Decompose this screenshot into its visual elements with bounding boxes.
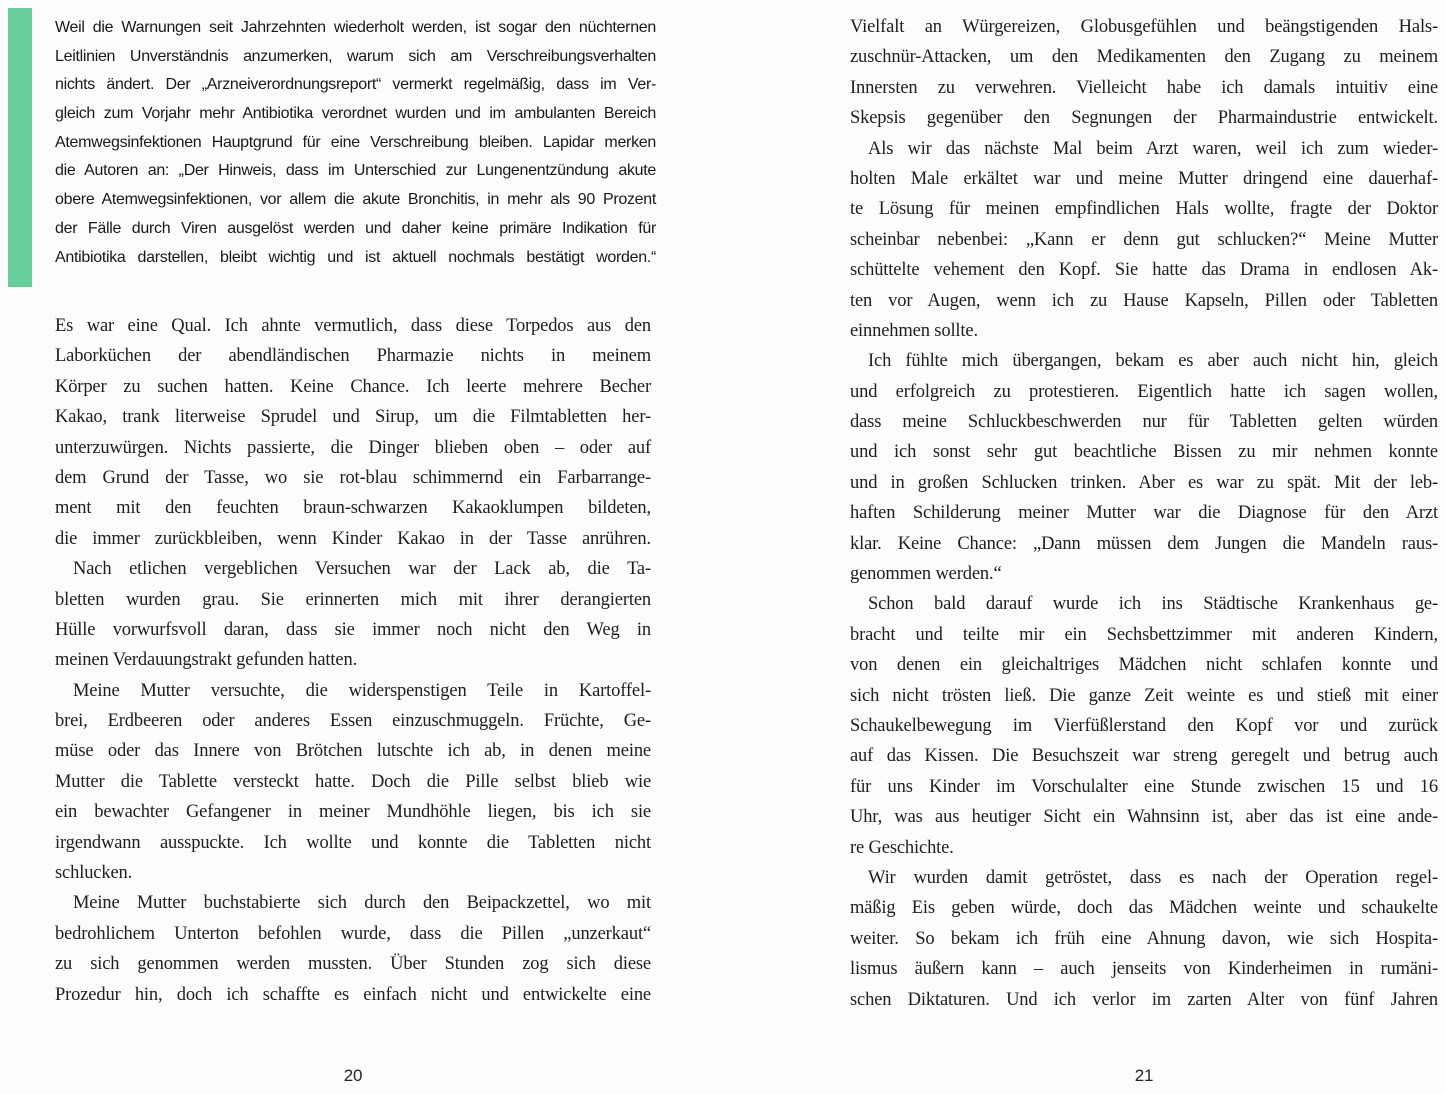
left-page-body-text xyxy=(55,311,651,1010)
text-line: haften Schilderung meiner Mutter war die Diagnose für den Arzt xyxy=(850,503,1438,524)
text-line: bedrohlichem Unterton befohlen wurde, dass die Pillen „unzerkaut“ xyxy=(55,923,651,944)
text-line: ment mit den feuchten braun-schwarzen Kakaoklumpen bildeten, xyxy=(55,498,651,519)
text-line: und ich sonst sehr gut beachtliche Bissen zu mir nehmen konnte xyxy=(850,442,1438,463)
text-line: meinen Verdauungstrakt gefunden hatten. xyxy=(55,650,358,671)
text-line: dass meine Schluckbeschwerden nur für Tabletten gelten würden xyxy=(850,412,1438,433)
text-line: zuschnür-Attacken, um den Medikamenten den Zugang zu meinem xyxy=(850,47,1438,68)
text-line: zu sich genommen werden mussten. Über Stunden zog sich diese xyxy=(55,954,651,975)
text-line: Atemwegsinfektionen Hauptgrund für eine Verschreibung bleiben. Lapidar merken xyxy=(55,133,656,151)
right-page-number: 21 xyxy=(1134,1066,1154,1085)
text-line: und in großen Schlucken trinken. Aber es war zu spät. Mit der leb- xyxy=(850,472,1438,493)
text-line: sich nicht trösten ließ. Die ganze Zeit weinte es und stieß mit einer xyxy=(850,685,1438,706)
text-line: scheinbar nebenbei: „Kann er denn gut schlucken?“ Meine Mutter xyxy=(850,229,1438,250)
text-line: schen Diktaturen. Und ich verlor im zarten Alter von fünf Jahren xyxy=(850,989,1438,1010)
text-line: te Lösung für meinen empfindlichen Hals wollte, fragte der Doktor xyxy=(850,199,1438,220)
text-line: Hülle vorwurfsvoll daran, dass sie immer noch nicht den Weg in xyxy=(55,619,651,640)
text-line: Innersten zu verwehren. Vielleicht habe ich damals intuitiv eine xyxy=(850,77,1438,98)
text-line: Laborküchen der abendländischen Pharmazie nichts in meinem xyxy=(55,346,651,367)
quote-accent-bar xyxy=(8,8,32,287)
text-line: von denen ein gleichaltriges Mädchen nicht schlafen konnte und xyxy=(850,655,1438,676)
text-line: Meine Mutter buchstabierte sich durch den Beipackzettel, wo mit xyxy=(73,893,651,914)
text-line: bracht und teilte mir ein Sechsbettzimmer mit anderen Kindern, xyxy=(850,624,1438,645)
text-line: nichts ändert. Der „Arzneiverordnungsreport“ vermerkt regelmäßig, dass im Ver- xyxy=(55,76,656,94)
text-line: Vielfalt an Würgereizen, Globusgefühlen und beängstigenden Hals- xyxy=(850,17,1438,37)
text-line: re Geschichte. xyxy=(850,837,954,858)
text-line: obere Atemwegsinfektionen, vor allem die akute Bronchitis, in mehr als 90 Prozent xyxy=(55,191,656,209)
text-line: Leitlinien Unverständnis anzumerken, warum sich am Verschreibungsverhalten xyxy=(55,47,656,65)
text-line: Meine Mutter versuchte, die widerspenstigen Teile in Kartoffel- xyxy=(73,680,651,701)
pull-quote-block xyxy=(55,14,656,272)
text-line: Körper zu suchen hatten. Keine Chance. Ich leerte mehrere Becher xyxy=(55,376,651,397)
text-line: lismus äußern kann – auch jenseits von Kinderheimen in rumäni- xyxy=(850,959,1438,980)
text-line: Antibiotika darstellen, bleibt wichtig und ist aktuell nochmals bestätigt worden.“ xyxy=(55,248,656,266)
text-line: bletten wurden grau. Sie erinnerten mich mit ihrer derangierten xyxy=(55,589,651,610)
text-line: Wir wurden damit getröstet, dass es nach der Operation regel- xyxy=(868,867,1438,888)
text-line: dem Grund der Tasse, wo sie rot-blau schimmernd ein Farbarrange- xyxy=(55,467,651,488)
right-page-body-text xyxy=(850,12,1438,1015)
text-line: Es war eine Qual. Ich ahnte vermutlich, dass diese Torpedos aus den xyxy=(55,316,651,336)
text-line: unterzuwürgen. Nichts passierte, die Dinger blieben oben – oder auf xyxy=(55,437,651,458)
text-line: auf das Kissen. Die Besuchszeit war streng geregelt und betrug auch xyxy=(850,746,1438,767)
text-line: schlucken. xyxy=(55,863,133,884)
text-line: Uhr, was aus heutiger Sicht ein Wahnsinn ist, aber das ist eine ande- xyxy=(850,807,1438,828)
text-line: Prozedur hin, doch ich schaffte es einfach nicht und entwickelte eine xyxy=(55,984,651,1005)
text-line: mäßig Eis geben würde, doch das Mädchen weinte und schaukelte xyxy=(850,898,1438,919)
text-line: die Autoren an: „Der Hinweis, dass im Unterschied zur Lungenentzündung akute xyxy=(55,162,656,180)
text-line: der Fälle durch Viren ausgelöst werden und daher keine primäre Indikation für xyxy=(55,219,656,237)
text-line: schüttelte vehement den Kopf. Sie hatte das Drama in endlosen Ak- xyxy=(850,260,1438,281)
text-line: weiter. So bekam ich früh eine Ahnung davon, wie sich Hospita- xyxy=(850,928,1438,949)
text-line: einnehmen sollte. xyxy=(850,320,978,341)
text-line: Kakao, trank literweise Sprudel und Sirup, um die Filmtabletten her- xyxy=(55,407,651,428)
text-line: genommen werden.“ xyxy=(850,564,1002,585)
text-line: Weil die Warnungen seit Jahrzehnten wiederholt werden, ist sogar den nüchternen xyxy=(55,19,656,36)
text-line: die immer zurückbleiben, wenn Kinder Kakao in der Tasse anrühren. xyxy=(55,528,651,549)
text-line: brei, Erdbeeren oder anderes Essen einzuschmuggeln. Früchte, Ge- xyxy=(55,711,651,732)
text-line: Skepsis gegenüber den Segnungen der Pharmaindustrie entwickelt. xyxy=(850,108,1438,129)
text-line: Ich fühlte mich übergangen, bekam es aber auch nicht hin, gleich xyxy=(868,351,1438,372)
text-line: Mutter die Tablette versteckt hatte. Doch die Pille selbst blieb wie xyxy=(55,771,651,792)
text-line: irgendwann ausspuckte. Ich wollte und konnte die Tabletten nicht xyxy=(55,832,651,853)
text-line: ten vor Augen, wenn ich zu Hause Kapseln, Pillen oder Tabletten xyxy=(850,290,1438,311)
text-line: klar. Keine Chance: „Dann müssen dem Jungen die Mandeln raus- xyxy=(850,533,1438,554)
text-line: müse oder das Innere von Brötchen lutschte ich ab, in denen meine xyxy=(55,741,651,762)
text-line: und erfolgreich zu protestieren. Eigentlich hatte ich sagen wollen, xyxy=(850,381,1438,402)
text-line: Schon bald darauf wurde ich ins Städtische Krankenhaus ge- xyxy=(868,594,1438,615)
text-line: gleich zum Vorjahr mehr Antibiotika verordnet wurden und im ambulanten Bereich xyxy=(55,105,656,123)
text-line: Als wir das nächste Mal beim Arzt waren, weil ich zum wieder- xyxy=(868,138,1438,159)
left-page-number: 20 xyxy=(343,1066,363,1085)
text-line: Schaukelbewegung im Vierfüßlerstand den Kopf vor und zurück xyxy=(850,715,1438,736)
text-line: ein bewachter Gefangener in meiner Mundhöhle liegen, bis ich sie xyxy=(55,802,651,823)
text-line: Nach etlichen vergeblichen Versuchen war der Lack ab, die Ta- xyxy=(73,559,651,580)
text-line: für uns Kinder im Vorschulalter eine Stunde zwischen 15 und 16 xyxy=(850,776,1438,797)
text-line: holten Male erkältet war und meine Mutter dringend eine dauerhaf- xyxy=(850,168,1438,189)
